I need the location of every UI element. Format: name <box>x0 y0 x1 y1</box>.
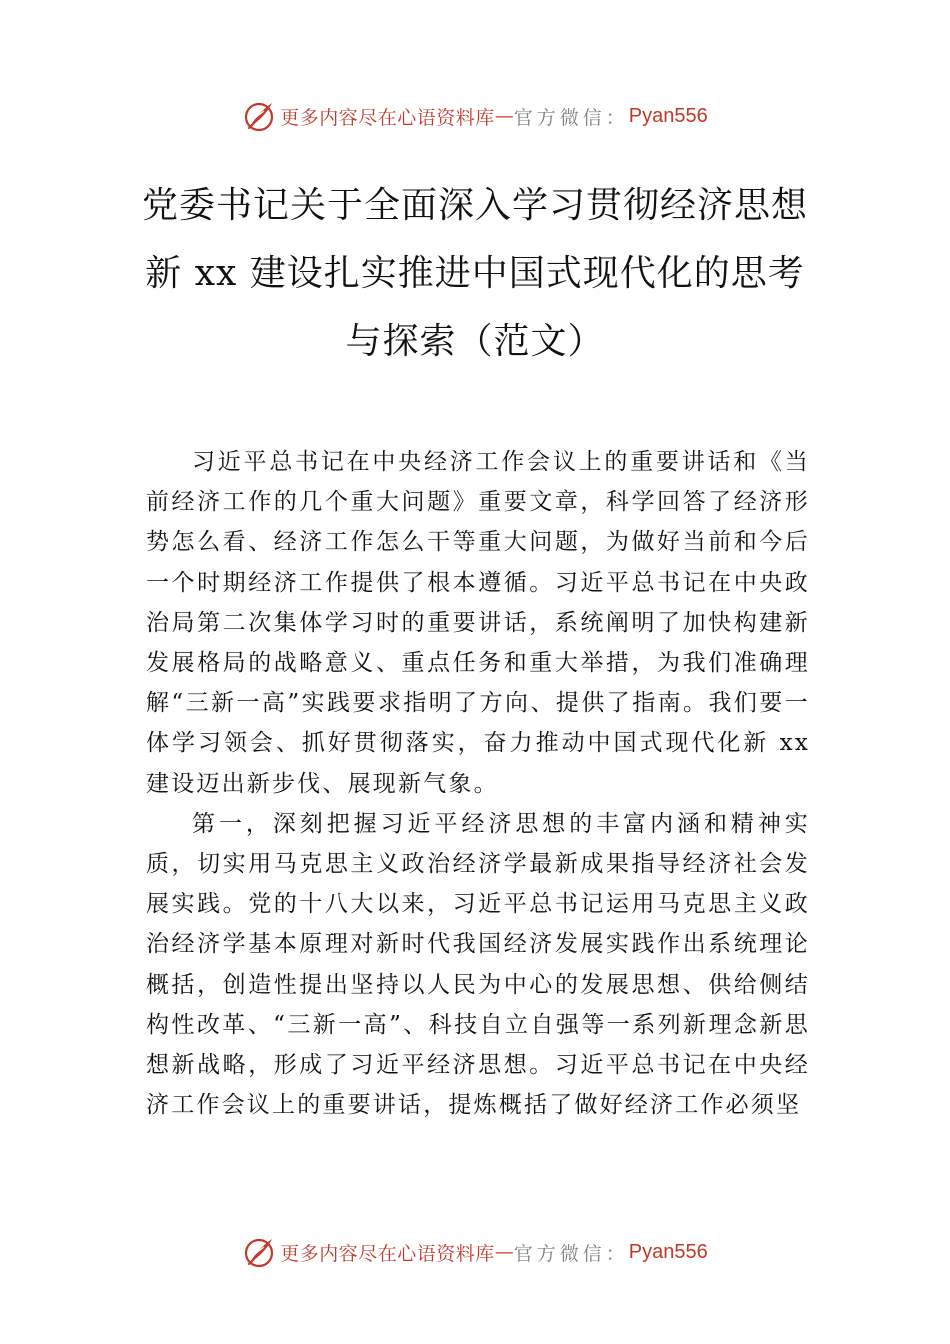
banner-wechat-id: Pyan556 <box>628 1240 708 1263</box>
banner-wechat-label: 官方微信： <box>513 1242 629 1265</box>
quill-logo-icon <box>242 99 276 133</box>
title-line-1: 党委书记关于全面深入学习贯彻经济思想 <box>141 185 808 226</box>
banner-separator: — <box>494 105 514 127</box>
banner-promo-text: 更多内容尽在心语资料库 <box>280 1242 495 1265</box>
header-banner <box>0 96 950 136</box>
title-line-3: 与探索（范文） <box>345 321 605 362</box>
banner-promo-text: 更多内容尽在心语资料库 <box>280 106 495 129</box>
banner-wechat-label: 官方微信： <box>513 106 629 129</box>
title-line-2: 新 xx 建设扎实推进中国式现代化的思考 <box>145 253 805 294</box>
document-title <box>100 172 850 376</box>
body-paragraph-1: 习近平总书记在中央经济工作会议上的重要讲话和《当前经济工作的几个重大问题》重要文章，科学回答了经济形势怎么看、经济工作怎么干等重大问题，为做好当前和今后一个时期经济工作提供了根本遵循。习近平总书记在中央政治局第二次集体学习时的重要讲话，系统阐明了加快构建新发展格局的战略意义、重点任务和重大举措，为我们准确理解“三新一高”实践要求指明了方向、提供了指南。我们要一体学习领会、抓好贯彻落实，奋力推动中国式现代化新 xx 建设迈出新步伐、展现新气象。 <box>146 449 810 797</box>
quill-logo-icon <box>242 1235 276 1269</box>
footer-banner <box>0 1232 950 1272</box>
document-body <box>146 442 810 1125</box>
banner-separator: — <box>494 1241 514 1263</box>
body-paragraph-2: 第一，深刻把握习近平经济思想的丰富内涵和精神实质，切实用马克思主义政治经济学最新成果指导经济社会发展实践。党的十八大以来，习近平总书记运用马克思主义政治经济学基本原理对新时代我国经济发展实践作出系统理论概括，创造性提出坚持以人民为中心的发展思想、供给侧结构性改革、“三新一高”、科技自立自强等一系列新理念新思想新战略，形成了习近平经济思想。习近平总书记在中央经济工作会议上的重要讲话，提炼概括了做好经济工作必须坚 <box>146 810 810 1119</box>
banner-wechat-id: Pyan556 <box>628 104 708 127</box>
